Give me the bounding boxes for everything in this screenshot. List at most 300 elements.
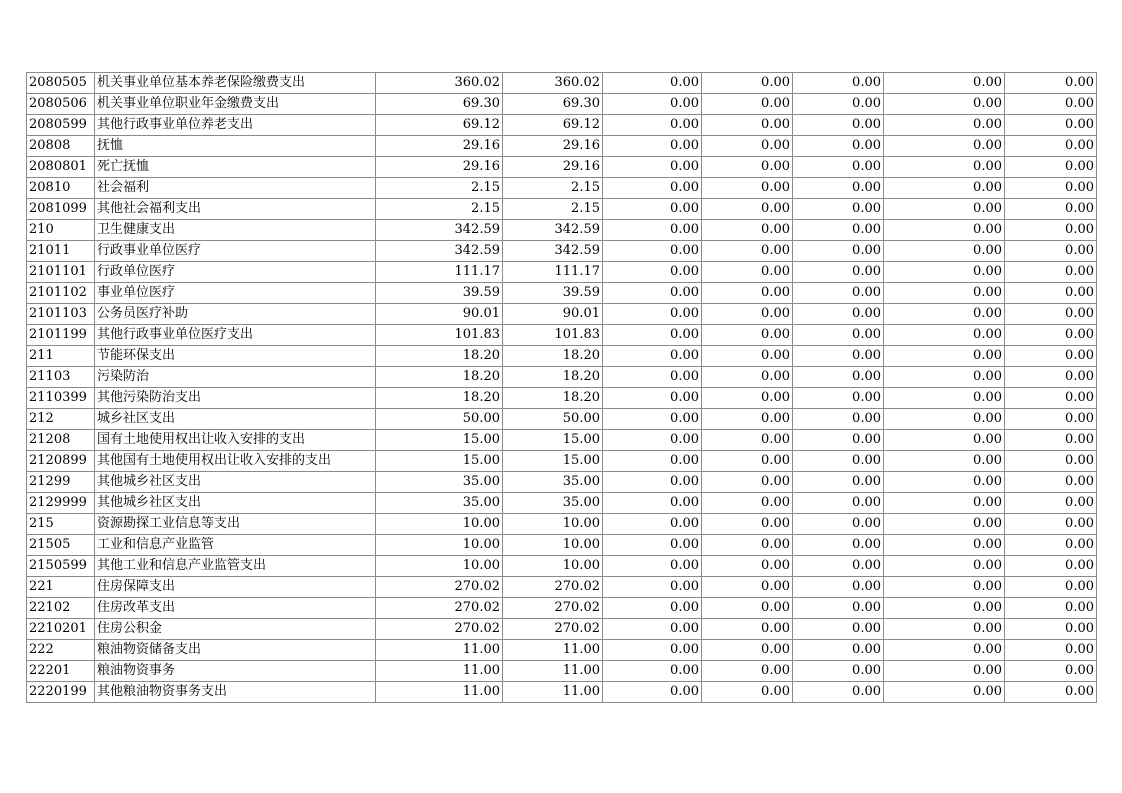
table-row xyxy=(27,556,1097,577)
subject-name-cell: 机关事业单位职业年金缴费支出 xyxy=(95,94,376,115)
amount-cell: 29.16 xyxy=(376,136,503,157)
amount-cell: 0.00 xyxy=(603,220,702,241)
table-row xyxy=(27,136,1097,157)
amount-cell: 15.00 xyxy=(376,430,503,451)
table-row xyxy=(27,94,1097,115)
subject-name-cell: 国有土地使用权出让收入安排的支出 xyxy=(95,430,376,451)
subject-name-cell: 其他城乡社区支出 xyxy=(95,493,376,514)
amount-cell: 2.15 xyxy=(376,199,503,220)
amount-cell: 18.20 xyxy=(376,367,503,388)
subject-code-cell: 21011 xyxy=(27,241,95,262)
amount-cell: 35.00 xyxy=(503,493,603,514)
amount-cell: 0.00 xyxy=(702,178,793,199)
amount-cell: 0.00 xyxy=(793,199,884,220)
amount-cell: 0.00 xyxy=(603,514,702,535)
amount-cell: 0.00 xyxy=(1005,598,1097,619)
table-row xyxy=(27,409,1097,430)
amount-cell: 0.00 xyxy=(702,451,793,472)
subject-name-cell: 机关事业单位基本养老保险缴费支出 xyxy=(95,73,376,94)
amount-cell: 0.00 xyxy=(884,136,1005,157)
subject-name-cell: 其他污染防治支出 xyxy=(95,388,376,409)
subject-code-cell: 2129999 xyxy=(27,493,95,514)
subject-code-cell: 2220199 xyxy=(27,682,95,703)
subject-code-cell: 221 xyxy=(27,577,95,598)
subject-code-cell: 222 xyxy=(27,640,95,661)
amount-cell: 0.00 xyxy=(884,178,1005,199)
amount-cell: 0.00 xyxy=(702,430,793,451)
amount-cell: 111.17 xyxy=(376,262,503,283)
amount-cell: 10.00 xyxy=(376,535,503,556)
amount-cell: 0.00 xyxy=(1005,451,1097,472)
amount-cell: 0.00 xyxy=(603,157,702,178)
amount-cell: 0.00 xyxy=(603,493,702,514)
subject-name-cell: 社会福利 xyxy=(95,178,376,199)
amount-cell: 10.00 xyxy=(376,556,503,577)
amount-cell: 0.00 xyxy=(884,451,1005,472)
amount-cell: 0.00 xyxy=(603,409,702,430)
amount-cell: 18.20 xyxy=(376,388,503,409)
subject-code-cell: 20810 xyxy=(27,178,95,199)
amount-cell: 0.00 xyxy=(1005,556,1097,577)
amount-cell: 11.00 xyxy=(503,682,603,703)
amount-cell: 29.16 xyxy=(503,136,603,157)
subject-name-cell: 其他行政事业单位医疗支出 xyxy=(95,325,376,346)
amount-cell: 342.59 xyxy=(503,220,603,241)
subject-code-cell: 22102 xyxy=(27,598,95,619)
amount-cell: 39.59 xyxy=(376,283,503,304)
amount-cell: 0.00 xyxy=(793,367,884,388)
table-row xyxy=(27,325,1097,346)
table-row xyxy=(27,598,1097,619)
amount-cell: 0.00 xyxy=(884,346,1005,367)
amount-cell: 0.00 xyxy=(793,451,884,472)
amount-cell: 0.00 xyxy=(702,682,793,703)
subject-name-cell: 死亡抚恤 xyxy=(95,157,376,178)
amount-cell: 0.00 xyxy=(793,598,884,619)
amount-cell: 0.00 xyxy=(793,682,884,703)
amount-cell: 0.00 xyxy=(793,283,884,304)
amount-cell: 101.83 xyxy=(376,325,503,346)
subject-code-cell: 2080506 xyxy=(27,94,95,115)
amount-cell: 0.00 xyxy=(702,157,793,178)
amount-cell: 270.02 xyxy=(376,619,503,640)
amount-cell: 0.00 xyxy=(702,241,793,262)
amount-cell: 69.12 xyxy=(503,115,603,136)
subject-code-cell: 2150599 xyxy=(27,556,95,577)
amount-cell: 0.00 xyxy=(884,283,1005,304)
amount-cell: 0.00 xyxy=(1005,262,1097,283)
amount-cell: 270.02 xyxy=(376,577,503,598)
amount-cell: 0.00 xyxy=(1005,157,1097,178)
subject-name-cell: 公务员医疗补助 xyxy=(95,304,376,325)
subject-name-cell: 其他国有土地使用权出让收入安排的支出 xyxy=(95,451,376,472)
amount-cell: 0.00 xyxy=(793,577,884,598)
amount-cell: 2.15 xyxy=(503,199,603,220)
amount-cell: 0.00 xyxy=(884,556,1005,577)
amount-cell: 0.00 xyxy=(793,409,884,430)
amount-cell: 0.00 xyxy=(702,556,793,577)
subject-code-cell: 21505 xyxy=(27,535,95,556)
amount-cell: 35.00 xyxy=(376,493,503,514)
amount-cell: 15.00 xyxy=(503,430,603,451)
amount-cell: 0.00 xyxy=(884,157,1005,178)
amount-cell: 0.00 xyxy=(1005,199,1097,220)
amount-cell: 270.02 xyxy=(503,598,603,619)
amount-cell: 29.16 xyxy=(503,157,603,178)
amount-cell: 0.00 xyxy=(603,661,702,682)
subject-code-cell: 2080801 xyxy=(27,157,95,178)
subject-name-cell: 其他粮油物资事务支出 xyxy=(95,682,376,703)
amount-cell: 0.00 xyxy=(884,619,1005,640)
amount-cell: 270.02 xyxy=(503,577,603,598)
amount-cell: 0.00 xyxy=(793,661,884,682)
table-row xyxy=(27,577,1097,598)
amount-cell: 0.00 xyxy=(603,73,702,94)
table-row xyxy=(27,241,1097,262)
amount-cell: 0.00 xyxy=(793,640,884,661)
amount-cell: 0.00 xyxy=(603,136,702,157)
amount-cell: 0.00 xyxy=(884,115,1005,136)
subject-name-cell: 城乡社区支出 xyxy=(95,409,376,430)
budget-table xyxy=(26,72,1097,703)
table-row xyxy=(27,262,1097,283)
amount-cell: 0.00 xyxy=(603,199,702,220)
table-row xyxy=(27,304,1097,325)
amount-cell: 2.15 xyxy=(376,178,503,199)
amount-cell: 0.00 xyxy=(1005,661,1097,682)
amount-cell: 0.00 xyxy=(1005,367,1097,388)
amount-cell: 0.00 xyxy=(1005,136,1097,157)
amount-cell: 0.00 xyxy=(702,283,793,304)
subject-name-cell: 粮油物资事务 xyxy=(95,661,376,682)
amount-cell: 0.00 xyxy=(884,640,1005,661)
subject-code-cell: 21208 xyxy=(27,430,95,451)
amount-cell: 0.00 xyxy=(702,598,793,619)
subject-code-cell: 212 xyxy=(27,409,95,430)
amount-cell: 0.00 xyxy=(1005,493,1097,514)
amount-cell: 0.00 xyxy=(702,577,793,598)
amount-cell: 0.00 xyxy=(793,619,884,640)
amount-cell: 0.00 xyxy=(884,367,1005,388)
amount-cell: 0.00 xyxy=(884,199,1005,220)
amount-cell: 0.00 xyxy=(793,430,884,451)
amount-cell: 0.00 xyxy=(884,493,1005,514)
table-row xyxy=(27,535,1097,556)
amount-cell: 360.02 xyxy=(376,73,503,94)
amount-cell: 111.17 xyxy=(503,262,603,283)
subject-code-cell: 210 xyxy=(27,220,95,241)
amount-cell: 0.00 xyxy=(884,682,1005,703)
amount-cell: 0.00 xyxy=(702,367,793,388)
subject-code-cell: 2080599 xyxy=(27,115,95,136)
amount-cell: 0.00 xyxy=(1005,640,1097,661)
table-row xyxy=(27,157,1097,178)
amount-cell: 0.00 xyxy=(1005,220,1097,241)
amount-cell: 35.00 xyxy=(376,472,503,493)
table-body xyxy=(27,73,1097,703)
table-row xyxy=(27,283,1097,304)
subject-name-cell: 其他工业和信息产业监管支出 xyxy=(95,556,376,577)
amount-cell: 0.00 xyxy=(884,262,1005,283)
amount-cell: 0.00 xyxy=(884,535,1005,556)
subject-code-cell: 2101101 xyxy=(27,262,95,283)
amount-cell: 0.00 xyxy=(793,304,884,325)
amount-cell: 0.00 xyxy=(603,178,702,199)
amount-cell: 0.00 xyxy=(1005,94,1097,115)
amount-cell: 0.00 xyxy=(884,304,1005,325)
amount-cell: 0.00 xyxy=(603,535,702,556)
amount-cell: 342.59 xyxy=(376,241,503,262)
subject-name-cell: 资源勘探工业信息等支出 xyxy=(95,514,376,535)
amount-cell: 0.00 xyxy=(603,346,702,367)
amount-cell: 0.00 xyxy=(793,241,884,262)
amount-cell: 0.00 xyxy=(1005,73,1097,94)
subject-name-cell: 住房改革支出 xyxy=(95,598,376,619)
amount-cell: 0.00 xyxy=(702,346,793,367)
amount-cell: 0.00 xyxy=(793,220,884,241)
amount-cell: 50.00 xyxy=(376,409,503,430)
amount-cell: 2.15 xyxy=(503,178,603,199)
subject-name-cell: 其他城乡社区支出 xyxy=(95,472,376,493)
amount-cell: 0.00 xyxy=(793,178,884,199)
amount-cell: 0.00 xyxy=(702,535,793,556)
amount-cell: 0.00 xyxy=(702,409,793,430)
amount-cell: 0.00 xyxy=(1005,304,1097,325)
subject-name-cell: 污染防治 xyxy=(95,367,376,388)
amount-cell: 360.02 xyxy=(503,73,603,94)
amount-cell: 0.00 xyxy=(1005,430,1097,451)
subject-code-cell: 21299 xyxy=(27,472,95,493)
subject-code-cell: 2110399 xyxy=(27,388,95,409)
amount-cell: 0.00 xyxy=(884,73,1005,94)
amount-cell: 0.00 xyxy=(1005,283,1097,304)
table-row xyxy=(27,199,1097,220)
amount-cell: 69.30 xyxy=(503,94,603,115)
amount-cell: 0.00 xyxy=(793,535,884,556)
amount-cell: 0.00 xyxy=(884,388,1005,409)
amount-cell: 0.00 xyxy=(702,619,793,640)
amount-cell: 342.59 xyxy=(503,241,603,262)
amount-cell: 90.01 xyxy=(376,304,503,325)
amount-cell: 0.00 xyxy=(1005,409,1097,430)
amount-cell: 0.00 xyxy=(603,115,702,136)
amount-cell: 0.00 xyxy=(884,325,1005,346)
amount-cell: 90.01 xyxy=(503,304,603,325)
amount-cell: 0.00 xyxy=(1005,514,1097,535)
amount-cell: 342.59 xyxy=(376,220,503,241)
amount-cell: 0.00 xyxy=(702,661,793,682)
amount-cell: 0.00 xyxy=(603,430,702,451)
table-row xyxy=(27,220,1097,241)
table-row xyxy=(27,73,1097,94)
subject-code-cell: 22201 xyxy=(27,661,95,682)
subject-name-cell: 卫生健康支出 xyxy=(95,220,376,241)
amount-cell: 0.00 xyxy=(793,472,884,493)
subject-code-cell: 2120899 xyxy=(27,451,95,472)
amount-cell: 270.02 xyxy=(376,598,503,619)
amount-cell: 15.00 xyxy=(503,451,603,472)
subject-name-cell: 住房公积金 xyxy=(95,619,376,640)
amount-cell: 10.00 xyxy=(503,535,603,556)
amount-cell: 0.00 xyxy=(702,136,793,157)
table-row xyxy=(27,514,1097,535)
amount-cell: 0.00 xyxy=(702,220,793,241)
table-row xyxy=(27,115,1097,136)
subject-code-cell: 2210201 xyxy=(27,619,95,640)
amount-cell: 0.00 xyxy=(702,94,793,115)
amount-cell: 0.00 xyxy=(793,346,884,367)
amount-cell: 0.00 xyxy=(603,682,702,703)
subject-code-cell: 2101199 xyxy=(27,325,95,346)
table-row xyxy=(27,493,1097,514)
table-row xyxy=(27,451,1097,472)
amount-cell: 0.00 xyxy=(603,451,702,472)
table-row xyxy=(27,178,1097,199)
amount-cell: 0.00 xyxy=(603,241,702,262)
subject-code-cell: 20808 xyxy=(27,136,95,157)
amount-cell: 18.20 xyxy=(376,346,503,367)
amount-cell: 0.00 xyxy=(1005,388,1097,409)
amount-cell: 0.00 xyxy=(702,472,793,493)
subject-code-cell: 21103 xyxy=(27,367,95,388)
amount-cell: 69.30 xyxy=(376,94,503,115)
subject-name-cell: 节能环保支出 xyxy=(95,346,376,367)
amount-cell: 11.00 xyxy=(376,640,503,661)
amount-cell: 0.00 xyxy=(884,472,1005,493)
table-row xyxy=(27,619,1097,640)
amount-cell: 0.00 xyxy=(884,94,1005,115)
amount-cell: 35.00 xyxy=(503,472,603,493)
amount-cell: 0.00 xyxy=(603,598,702,619)
amount-cell: 0.00 xyxy=(1005,115,1097,136)
amount-cell: 0.00 xyxy=(603,283,702,304)
amount-cell: 0.00 xyxy=(603,577,702,598)
amount-cell: 270.02 xyxy=(503,619,603,640)
amount-cell: 0.00 xyxy=(1005,241,1097,262)
amount-cell: 0.00 xyxy=(1005,178,1097,199)
amount-cell: 11.00 xyxy=(503,661,603,682)
subject-name-cell: 住房保障支出 xyxy=(95,577,376,598)
subject-code-cell: 211 xyxy=(27,346,95,367)
subject-code-cell: 2081099 xyxy=(27,199,95,220)
amount-cell: 0.00 xyxy=(603,640,702,661)
amount-cell: 0.00 xyxy=(1005,682,1097,703)
amount-cell: 0.00 xyxy=(884,577,1005,598)
table-row xyxy=(27,367,1097,388)
amount-cell: 10.00 xyxy=(503,514,603,535)
table-row xyxy=(27,346,1097,367)
amount-cell: 18.20 xyxy=(503,346,603,367)
subject-name-cell: 行政事业单位医疗 xyxy=(95,241,376,262)
subject-name-cell: 其他行政事业单位养老支出 xyxy=(95,115,376,136)
subject-code-cell: 2080505 xyxy=(27,73,95,94)
amount-cell: 0.00 xyxy=(702,199,793,220)
amount-cell: 0.00 xyxy=(1005,577,1097,598)
amount-cell: 0.00 xyxy=(702,73,793,94)
amount-cell: 0.00 xyxy=(793,94,884,115)
amount-cell: 0.00 xyxy=(1005,619,1097,640)
amount-cell: 11.00 xyxy=(376,682,503,703)
amount-cell: 0.00 xyxy=(702,514,793,535)
amount-cell: 39.59 xyxy=(503,283,603,304)
table-row xyxy=(27,388,1097,409)
amount-cell: 0.00 xyxy=(603,388,702,409)
table-row xyxy=(27,472,1097,493)
amount-cell: 0.00 xyxy=(603,94,702,115)
amount-cell: 29.16 xyxy=(376,157,503,178)
amount-cell: 0.00 xyxy=(603,619,702,640)
amount-cell: 0.00 xyxy=(1005,472,1097,493)
amount-cell: 50.00 xyxy=(503,409,603,430)
amount-cell: 0.00 xyxy=(603,262,702,283)
amount-cell: 10.00 xyxy=(376,514,503,535)
amount-cell: 0.00 xyxy=(884,598,1005,619)
amount-cell: 0.00 xyxy=(884,430,1005,451)
amount-cell: 0.00 xyxy=(884,241,1005,262)
amount-cell: 0.00 xyxy=(702,115,793,136)
amount-cell: 0.00 xyxy=(1005,346,1097,367)
subject-name-cell: 行政单位医疗 xyxy=(95,262,376,283)
amount-cell: 10.00 xyxy=(503,556,603,577)
amount-cell: 18.20 xyxy=(503,367,603,388)
amount-cell: 0.00 xyxy=(702,262,793,283)
amount-cell: 0.00 xyxy=(702,640,793,661)
amount-cell: 0.00 xyxy=(702,325,793,346)
amount-cell: 0.00 xyxy=(884,409,1005,430)
subject-name-cell: 事业单位医疗 xyxy=(95,283,376,304)
table-row xyxy=(27,640,1097,661)
subject-code-cell: 215 xyxy=(27,514,95,535)
amount-cell: 0.00 xyxy=(702,493,793,514)
amount-cell: 0.00 xyxy=(793,325,884,346)
amount-cell: 0.00 xyxy=(793,556,884,577)
amount-cell: 0.00 xyxy=(1005,325,1097,346)
amount-cell: 0.00 xyxy=(884,661,1005,682)
amount-cell: 0.00 xyxy=(793,262,884,283)
amount-cell: 18.20 xyxy=(503,388,603,409)
subject-name-cell: 其他社会福利支出 xyxy=(95,199,376,220)
amount-cell: 15.00 xyxy=(376,451,503,472)
subject-code-cell: 2101102 xyxy=(27,283,95,304)
amount-cell: 101.83 xyxy=(503,325,603,346)
amount-cell: 0.00 xyxy=(603,325,702,346)
amount-cell: 0.00 xyxy=(793,115,884,136)
amount-cell: 69.12 xyxy=(376,115,503,136)
subject-name-cell: 工业和信息产业监管 xyxy=(95,535,376,556)
amount-cell: 0.00 xyxy=(884,514,1005,535)
table-row xyxy=(27,682,1097,703)
amount-cell: 0.00 xyxy=(793,388,884,409)
amount-cell: 0.00 xyxy=(603,367,702,388)
amount-cell: 0.00 xyxy=(1005,535,1097,556)
table-row xyxy=(27,661,1097,682)
amount-cell: 0.00 xyxy=(793,493,884,514)
subject-code-cell: 2101103 xyxy=(27,304,95,325)
table-row xyxy=(27,430,1097,451)
amount-cell: 0.00 xyxy=(702,304,793,325)
amount-cell: 0.00 xyxy=(793,514,884,535)
amount-cell: 11.00 xyxy=(376,661,503,682)
subject-name-cell: 粮油物资储备支出 xyxy=(95,640,376,661)
amount-cell: 11.00 xyxy=(503,640,603,661)
amount-cell: 0.00 xyxy=(603,304,702,325)
amount-cell: 0.00 xyxy=(603,556,702,577)
amount-cell: 0.00 xyxy=(793,73,884,94)
amount-cell: 0.00 xyxy=(603,472,702,493)
amount-cell: 0.00 xyxy=(793,157,884,178)
subject-name-cell: 抚恤 xyxy=(95,136,376,157)
amount-cell: 0.00 xyxy=(702,388,793,409)
